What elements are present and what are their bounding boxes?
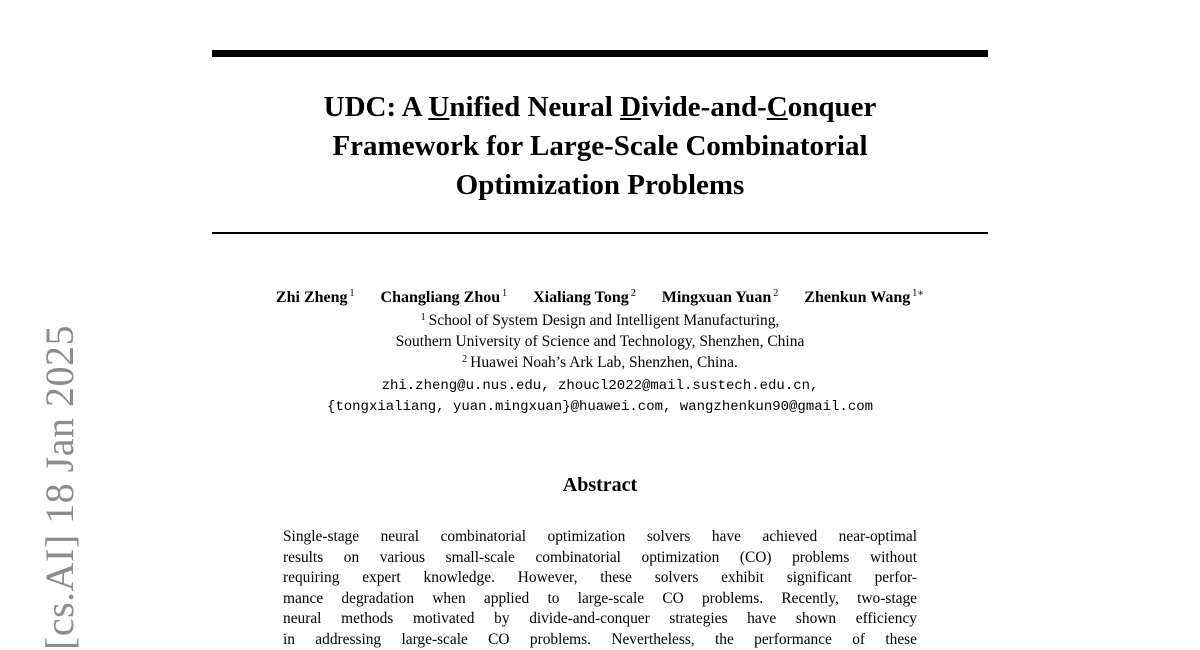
abstract-body (283, 527, 917, 650)
abstract-heading: Abstract (212, 474, 988, 497)
author-list (212, 288, 988, 307)
arxiv-identifier-stamp: [cs.AI] 18 Jan 2025 (36, 325, 83, 650)
affiliation-mark: 2 (462, 354, 467, 365)
author-3 (533, 289, 636, 306)
affiliation-line-2 (212, 333, 988, 351)
author-5 (804, 289, 924, 306)
title-underlined-initial: D (620, 91, 641, 123)
author-affil-mark: 1∗ (912, 288, 924, 299)
abstract-line: Single-stage neural combinatorial optimization solvers have achieved near-optimal (283, 527, 917, 548)
affiliation-mark: 1 (421, 312, 426, 323)
title-line-3 (212, 166, 988, 205)
title-segment: onquer (788, 91, 877, 123)
abstract-line: neural methods motivated by divide-and-conquer strategies have shown efficiency (283, 609, 917, 630)
author-affil-mark: 2 (773, 288, 778, 299)
abstract-line: in addressing large-scale CO problems. Nevertheless, the performance of these (283, 630, 917, 650)
title-segment: ivide-and- (641, 91, 767, 123)
abstract-line: requiring expert knowledge. However, these solvers exhibit significant perfor- (283, 568, 917, 589)
author-name: Zhi Zheng (276, 289, 348, 306)
email-line-2: {tongxialiang, yuan.mingxuan}@huawei.com, wangzhenkun90@gmail.com (170, 399, 1030, 415)
affiliation-text: Southern University of Science and Technology, Shenzhen, China (396, 333, 805, 350)
title-underlined-initial: C (767, 91, 788, 123)
author-name: Zhenkun Wang (804, 289, 910, 306)
affiliation-text: School of System Design and Intelligent Manufacturing, (429, 312, 780, 329)
author-affil-mark: 1 (502, 288, 507, 299)
title-line-2 (212, 127, 988, 166)
author-4 (662, 289, 779, 306)
author-name: Xialiang Tong (533, 289, 629, 306)
author-affil-mark: 1 (350, 288, 355, 299)
title-line-1 (212, 88, 988, 127)
affiliation-text: Huawei Noah’s Ark Lab, Shenzhen, China. (470, 354, 738, 371)
abstract-line: mance degradation when applied to large-scale CO problems. Recently, two-stage (283, 589, 917, 610)
affiliation-line-3 (212, 354, 988, 372)
title-segment: UDC: A (324, 91, 429, 123)
title-bottom-rule (212, 232, 988, 234)
author-name: Mingxuan Yuan (662, 289, 772, 306)
title-top-rule (212, 50, 988, 57)
author-2 (381, 289, 508, 306)
title-underlined-initial: U (428, 91, 449, 123)
email-line-1: zhi.zheng@u.nus.edu, zhoucl2022@mail.sustech.edu.cn, (170, 378, 1030, 394)
abstract-line: results on various small-scale combinatorial optimization (CO) problems without (283, 548, 917, 569)
author-affil-mark: 2 (631, 288, 636, 299)
author-1 (276, 289, 355, 306)
paper-title (212, 88, 988, 205)
title-segment: Optimization Problems (456, 169, 745, 201)
title-segment: nified Neural (449, 91, 620, 123)
affiliation-line-1 (212, 312, 988, 330)
author-name: Changliang Zhou (381, 289, 501, 306)
title-segment: Framework for Large-Scale Combinatorial (332, 130, 867, 162)
